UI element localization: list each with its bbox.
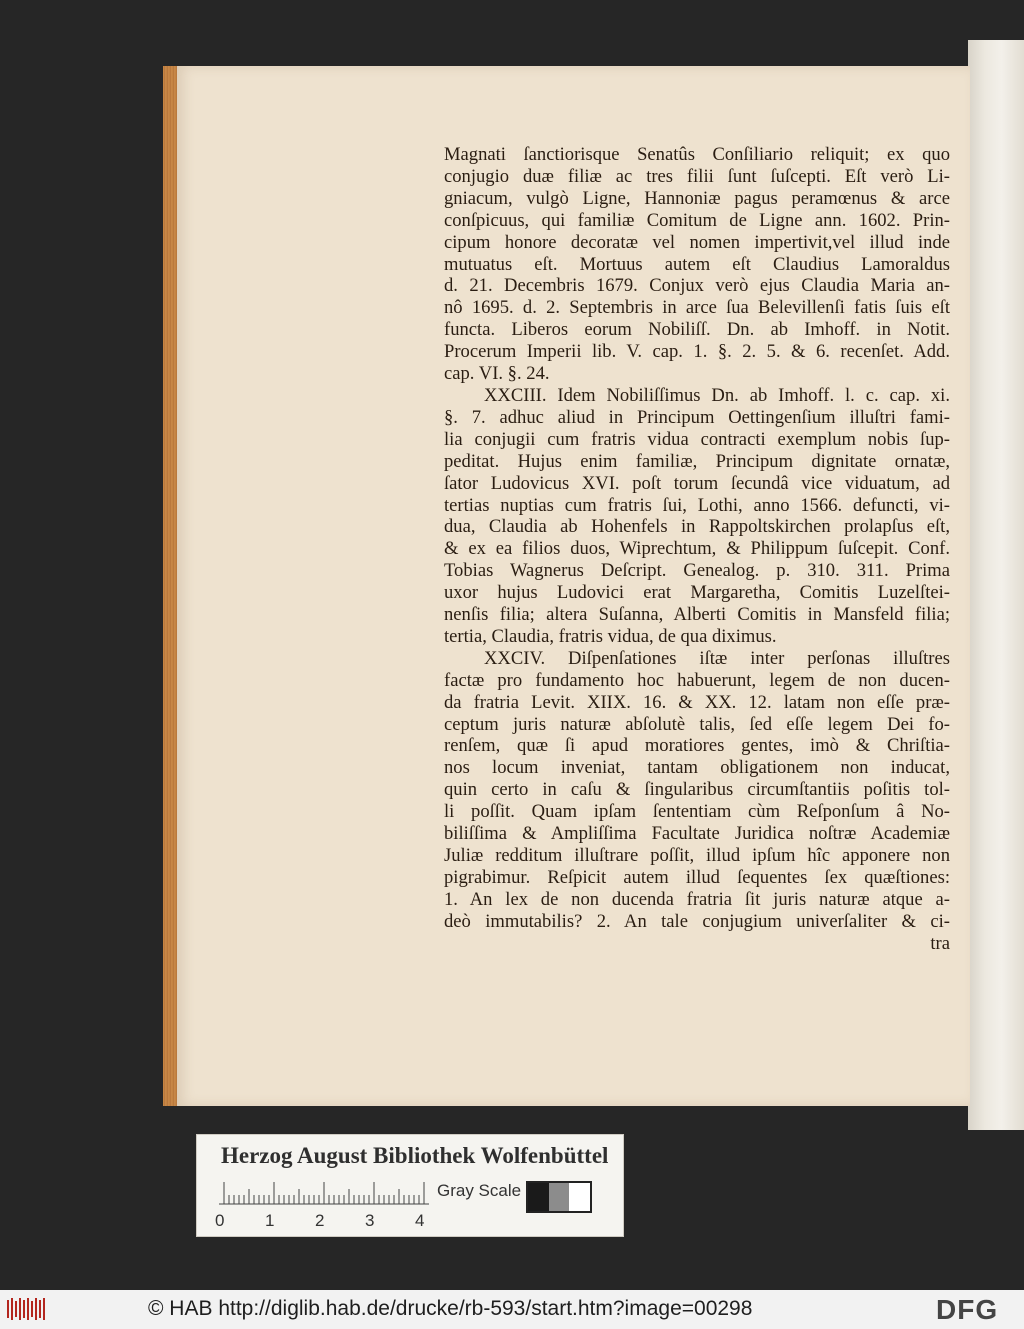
- text-line: nos locum inveniat, tantam obligationem non inducat,: [444, 757, 950, 779]
- ruler-number: 2: [315, 1211, 325, 1230]
- gray-scale-label: Gray Scale: [437, 1181, 522, 1200]
- text-line: peditat. Hujus enim familiæ, Principum dignitate ornatæ,: [444, 450, 950, 472]
- text-line: nenſis filia; altera Suſanna, Alberti Comitis in Mansfeld filia;: [444, 604, 950, 626]
- ruler-number: 4: [415, 1211, 425, 1230]
- text-line: da fratria Levit. XIIX. 16. & XX. 12. latam non eſſe præ-: [444, 691, 950, 713]
- text-line: & ex ea filios duos, Wiprechtum, & Philippum ſuſcepit. Conf.: [444, 538, 950, 560]
- text-line: 1. An lex de non ducenda fratria ſit juris naturæ atque a-: [444, 888, 950, 910]
- library-label-card: [196, 1134, 624, 1237]
- ruler-number: 3: [365, 1211, 375, 1230]
- text-line: deò immutabilis? 2. An tale conjugium univerſaliter & ci-: [444, 910, 950, 932]
- text-line: nô 1695. d. 2. Septembris in arce ſua Belevillenſi fatis ſuis eſt: [444, 297, 950, 319]
- next-page-edge: [968, 40, 1024, 1130]
- catchword: tra: [930, 932, 950, 954]
- page-text: [444, 144, 950, 955]
- text-line: conſpicuus, qui familiæ Comitum de Ligne ann. 1602. Prin-: [444, 209, 950, 231]
- text-line: li poſſit. Quam ipſam ſententiam cùm Reſponſum â No-: [444, 801, 950, 823]
- text-line: Procerum Imperii lib. V. cap. 1. §. 2. 5. & 6. recenſet. Add.: [444, 341, 950, 363]
- ruler-scale: [219, 1179, 429, 1205]
- text-line: Magnati ſanctiorisque Senatûs Conſiliario reliquit; ex quo: [444, 144, 950, 165]
- ruler-number: 1: [265, 1211, 275, 1230]
- gray-swatch-mid: [549, 1183, 570, 1211]
- text-line: cipum honore decoratæ vel nomen impertivit,vel illud inde: [444, 231, 950, 253]
- text-line: d. 21. Decembris 1679. Conjux verò ejus Claudia Maria an-: [444, 275, 950, 297]
- text-line: tertias nuptias cum fratris ſui, Lothi, anno 1566. defuncti, vi-: [444, 494, 950, 516]
- text-line: dua, Claudia ab Hohenfels in Rappoltskirchen prolapſus eſt,: [444, 516, 950, 538]
- library-name: Herzog August Bibliothek Wolfenbüttel: [221, 1143, 609, 1168]
- book-page: [177, 66, 970, 1106]
- text-line: Juliæ redditum illuſtrare poſſit, illud ipſum hîc apponere non: [444, 845, 950, 866]
- gray-swatch-black: [528, 1183, 549, 1211]
- text-line: factæ pro fundamento hoc habuerunt, legem de non ducen-: [444, 669, 950, 691]
- text-line: cap. VI. §. 24.: [444, 363, 550, 385]
- gray-scale-swatches: [526, 1181, 592, 1213]
- text-line: functa. Liberos eorum Nobiliſſ. Dn. ab Imhoff. in Notit.: [444, 319, 950, 341]
- text-line: Tobias Wagnerus Deſcript. Genealog. p. 310. 311. Prima: [444, 560, 950, 582]
- text-line: uxor hujus Ludovici erat Margaretha, Comitis Luzelſtei-: [444, 582, 950, 604]
- gray-swatch-white: [569, 1183, 590, 1211]
- copyright-url[interactable]: © HAB http://diglib.hab.de/drucke/rb-593/start.htm?image=00298: [148, 1297, 753, 1320]
- text-line: tertia, Claudia, fratris vidua, de qua diximus.: [444, 625, 777, 647]
- text-line: mutuatus eſt. Mortuus autem eſt Claudius Lamoraldus: [444, 253, 950, 275]
- dfg-logo: DFG: [936, 1294, 999, 1325]
- text-line: quin certo in caſu & ſingularibus circumſtantiis poſitis tol-: [444, 779, 950, 801]
- text-line: renſem, quæ ſi apud moratiores gentes, imò & Chriſtia-: [444, 735, 950, 757]
- text-line: lia conjugii cum fratris vidua contracti exemplum nobis ſup-: [444, 428, 950, 450]
- text-line: pigrabimur. Reſpicit autem illud ſequentes ſex quæſtiones:: [444, 866, 950, 888]
- text-line: gniacum, vulgò Ligne, Hannoniæ pagus peramœnus & arce: [444, 187, 950, 209]
- text-line: biliſſima & Ampliſſima Facultate Juridica noſtræ Academiæ: [444, 823, 950, 845]
- text-line: ceptum juris naturæ abſolutè talis, ſed eſſe legem Dei fo-: [444, 713, 950, 735]
- text-line: XXCIV. Diſpenſationes iſtæ inter perſonas illuſtres: [484, 647, 950, 669]
- footer-bar: [0, 1290, 1024, 1329]
- text-line: XXCIII. Idem Nobiliſſimus Dn. ab Imhoff. l. c. cap. xi.: [484, 384, 950, 406]
- text-line: ſator Ludovicus XVI. poſt torum ſecundâ vice viduatum, ad: [444, 472, 950, 494]
- text-line: conjugio duæ filiæ ac tres filii ſunt ſuſcepti. Eſt verò Li-: [444, 165, 950, 187]
- text-line: §. 7. adhuc aliud in Principum Oettingenſium illuſtri fami-: [444, 406, 950, 428]
- ruler-number: 0: [215, 1211, 225, 1230]
- hab-barcode-logo-icon: [6, 1296, 46, 1322]
